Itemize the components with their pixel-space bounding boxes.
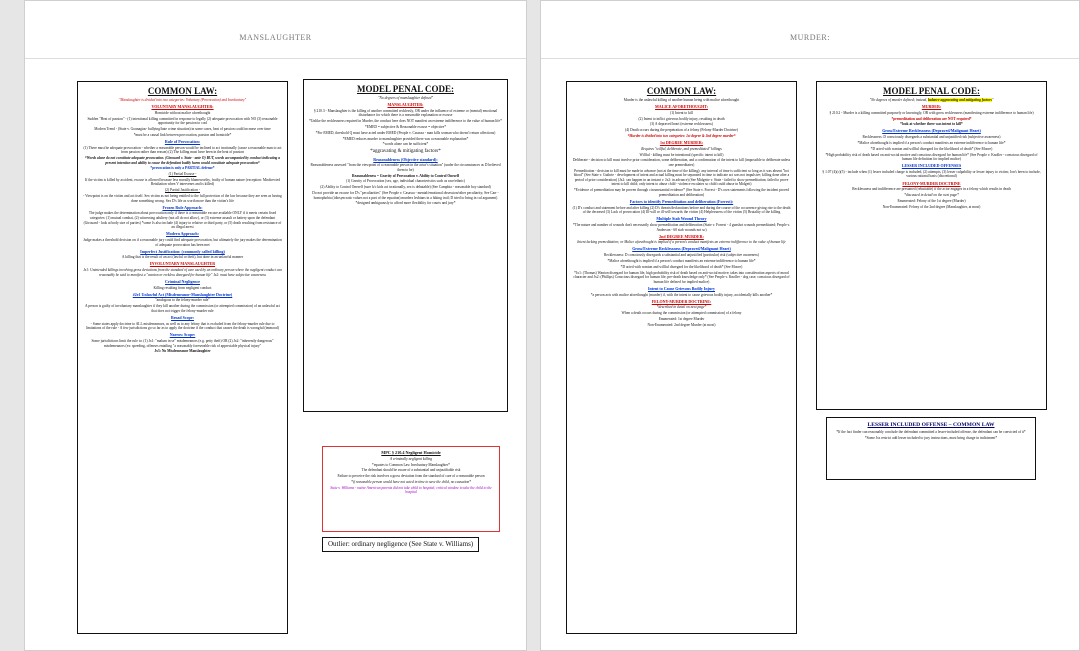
text: *described in detail on next page* — [656, 305, 707, 310]
text: Willful - killing must be intentional (specific intent to kill) — [639, 152, 724, 157]
text: § 210.3 - Manslaughter is the killing of another committed recklessly, OR under the influence of extreme or (mental) emotional disturbance for which there is a reasonable explanation or excuse — [313, 108, 498, 118]
text: *If the fact finder can reasonably conclude the defendant committed a lesser-included offense, the defendant can be convicted of it* — [836, 430, 1026, 435]
text: Recklessness: D consciously disregards a substantial and unjustified (particular) risk (subjective awareness) — [604, 253, 759, 258]
text: *look at whether there was intent to kill* — [900, 122, 963, 127]
text: Killing resulting from negligent conduct — [153, 285, 212, 290]
text: Enumerated: 1st degree Murder — [658, 316, 705, 321]
section-heading: Criminal Negligence — [165, 278, 200, 284]
text: *Unlike the recklessness required in Murder, the conduct here does NOT manifest an extreme indifference to the value of human life* — [309, 119, 502, 124]
section-heading: 2nd DEGREE MURDER: — [659, 233, 704, 239]
text: "analogous to the felony-murder rule" — [155, 298, 210, 303]
text: Recklessness and indifference are presumed (rebuttable) if the actor engages in a felony which results in death — [852, 187, 1011, 192]
text: (1) Intent to kill — [670, 110, 693, 115]
text: *a person acts with malice aforethought (murder) if, with the intent to cause grievous bodily injury, accidentally kills another* — [590, 292, 773, 297]
text: State v. Williams - native American parents did not take child to hospital; critical window to take the child to the hospital — [330, 485, 492, 495]
box-title: COMMON LAW: — [646, 86, 717, 96]
text: (1) Partial Excuse - — [168, 172, 197, 177]
text: *aggravating & mitigating factors* — [370, 149, 441, 155]
section-heading: Narrow Scope: — [169, 332, 196, 338]
text: *EMED reduces murder to manslaughter provided there was a reasonable explanation* — [342, 136, 469, 141]
section-heading: Multiple Stab Wound Theory — [656, 216, 707, 222]
intro-text — [822, 98, 1041, 103]
text: Intent lacking premeditation; or Malice aforethought is implied if a person's conduct manifests an extreme indifference to the value of human life — [577, 240, 786, 245]
box-title: COMMON LAW: — [147, 86, 218, 96]
text: *High probability risk of death based on anti-social motive and conscious disregard for human life* (See People v. Knoller - conscious disregard of human life definition for implied malice) — [825, 152, 1038, 162]
text: *designed ambiguously to afford more flexibility for courts and jury* — [355, 201, 456, 206]
document-page-murder — [540, 0, 1080, 651]
text: *The nature and number of wounds don't necessarily show premeditation and deliberation (State v. Forrest - 4 gunshot wounds premeditated; People v. Anderson - 60 stab wounds not so) — [572, 223, 791, 232]
lesser-included-box — [826, 417, 1036, 480]
section-heading: Imperfect Justification: (commonly called killing) — [140, 248, 225, 254]
text: *Evidence of premeditation may be proven through circumstantial evidence* (See State v. Forrest - D's own statements following the incident proved premeditation and deliberation) — [573, 188, 790, 197]
text: Some jurisdictions limit the rule to: (1) Jx1: "malum in se" misdemeanors (e.g. petty theft) OR (2) Jx2: "inherently dangerous" misdemeanors (ex: speeding, offenses entailing "a reasonably foreseeable risk of appreciable physical injury" — [91, 338, 274, 348]
text: Reasonableness = Gravity of Provocation v. Ability to Control Oneself — [352, 173, 459, 178]
text: (1) There must be adequate provocation - whether a reasonable person would be inclined to act irrationally (cause a reasonable man to act from passion rather than reason) (2) The killing must have been in the heat of passion — [83, 145, 282, 155]
text: (2) Partial Justification - — [164, 188, 201, 193]
text: Jx1: Unintended killings involving gross deviations from the standard of care used by an ordinary person where the negligent conduct can reasonably be said to manifest a "wanton or reckless disregard for human life" Jx2: must have subjective awareness — [83, 268, 282, 277]
text: Non-Enumerated: 2nd degree Murder (at most) — [647, 322, 716, 327]
intro-text-start: "No degrees of murder defined; instead, — [869, 98, 928, 102]
page-header: MANSLAUGHTER — [239, 33, 312, 42]
text: *must be a causal link between provocation, passion and homicide* — [133, 132, 232, 137]
text: § 1.07 (4)(c)(5) - include when (1) lesser included charge is included, (2) attempts, (3) lesser culpability or lesser injury to victim; Jon's been to include, various rational basis (discretional) — [822, 169, 1041, 179]
text: *Jx1: (Thomas) Wanton disregard for human life, high probability risk of death based on anti-social motive; takes into consideration aspects of moral character and Jx2: (Phillips) Conscious disregard for human life; pre-death knowledge only* (See People v. Knoller - dog case; conscious disregard of human life defined for implied malice) — [573, 270, 790, 284]
text: Non-Enumerated: Felony of the 2nd degree (Manslaughter, at most) — [882, 204, 981, 209]
section-heading: Intent to Cause Grievous Bodily Injury — [647, 285, 715, 291]
text: Reasonableness assessed "from the viewpoint of a reasonable person in the actor's situation" (under the circumstances as D believed them to be) — [310, 163, 501, 172]
text: (4) Death occurs during the perpetration of a felony (Felony-Murder Doctrine) — [625, 128, 738, 133]
section-heading: Rule of Provocation: — [164, 138, 201, 144]
text: *Some Jxs restrict add lesser included to jury instructions, must bring charge in indictment* — [864, 435, 998, 440]
text: When a death occurs during the commission (or attempted commission) of a felony — [621, 311, 742, 316]
common-law-box — [566, 81, 797, 634]
text: *words alone can be sufficient* — [382, 142, 429, 147]
text: Sudden "Heat of passion" - (1) intentional killing committed in response to legally (2) adequate provocation with NO (3) reasonable opportunity for the passion to cool — [87, 116, 278, 126]
text: Modern Trend - (State v. Gounagias- bullying/hate crime situation) in some cases, heat of passion could increase over time — [94, 126, 271, 131]
section-heading: Reasonableness (Objective standard): — [373, 156, 438, 162]
text: Jx3: No Misdemeanor Manslaughter — [154, 349, 211, 354]
section-heading: Gross/Extreme Recklessness (Depraved/Malignant Heart) — [632, 246, 731, 252]
text: *equates to Common Law Involuntary Manslaughter* — [372, 462, 450, 467]
intro-highlight: balance aggravating and mitigating factors — [928, 98, 992, 102]
text: (3) A depraved heart (extreme recklessness) — [650, 122, 713, 127]
text: (1) D's conduct and statement before and after killing (2) D's threats/declarations before and during the course of the occurrence giving rise to the death of the deceased (3) Lack of provocation (4) Ill-will or ill-will towards the victim (4) Helplessness of the victim (5) Brutality of the killing — [572, 205, 791, 215]
section-heading: Frozen Rule Approach: — [162, 204, 203, 210]
outlier-note: Outlier: ordinary negligence (See State v. Williams) — [322, 537, 479, 552]
text: A killing that is the result of an act (lawful or theft), but done in an unlawful manner — [121, 255, 244, 260]
text: A person is guilty of involuntary manslaughter if they kill another during the commission (or attempted commission) of an unlawful act that does not trigger the felony-murder rule — [84, 304, 281, 313]
intro-text: "Manslaughter is divided into two categories: Voluntary (Provocation) and Involuntary" — [118, 98, 247, 102]
text: *provocation is only a PARTIAL defense* — [150, 166, 215, 171]
section-heading: VOLUNTARY MANSLAUGHTER: — [151, 104, 214, 110]
text: (2) Intent to inflict grievous bodily injury, resulting in death — [638, 116, 725, 121]
text: *Malice aforethought is implied if a person's conduct manifests an extreme indifference to human life* — [607, 258, 756, 263]
page-header: MURDER: — [790, 33, 830, 42]
mpc-box — [816, 81, 1047, 410]
text: - Viewpoint is on the victim and act itself. Sex victim as not being entitled to the full protection of the law because they are seen as having done something wrong. Sex D's life as worth more than the victim's life — [83, 194, 282, 203]
text: The defendant should be aware of a substantial and unjustifiable risk — [361, 468, 461, 473]
box-title: MPC § 210.4 Negligent Homicide — [381, 450, 441, 455]
text: *For EMED, threshold Q must have acted under EMED (People v. Casassa - man kills woman who doesn't return affections) — [315, 130, 496, 135]
header-divider — [25, 58, 526, 59]
intro-text: "No degrees of manslaughter defined" — [378, 96, 433, 100]
text: The judge makes the determination about provocation only if there is a reasonable excuse available ONLY if it meets certain fixed categories: (1) mutual combat, (2) witnessing adultery (not all do not allow), or (3) extreme assault or battery upon the defendant (Girouard - look at body size of parties) *some Js also include (4) injury to relative or third party, or (5) death resulting from resistance of an illegal arrest — [83, 211, 282, 230]
box-title: MODEL PENAL CODE: — [882, 86, 980, 96]
intro-text-end: " — [991, 98, 994, 102]
text: *D acted with wanton and willful disregard for the likelihood of death* (See Moore) — [620, 264, 743, 269]
text: *Words alone do not constitute adequate provocation. (Girouard v. State - ante O) BUT, words accompanied by conduct indicating a present intention and ability to cause the defendant bodily harm would constitute adequate provocation* — [84, 155, 281, 165]
section-heading: INVOLUNTARY MANSLAUGHTER — [149, 261, 216, 267]
text: *D acted with wanton and willful disregard for the likelihood of death* (See Moore) — [870, 146, 993, 151]
section-heading: MALICE AFORETHOUGHT: — [655, 104, 708, 110]
text: Do not provide an excuse for D's "peculiarities" (See People v. Casassa - mental/emotional obsession/other peculiarity; See Carr - homophobia (idiosyncratic values not a part of the equation) murders lesbians in a hiking trail; D tried to bring in cul argument) — [312, 191, 499, 200]
section-heading: Modern Approach: — [166, 231, 199, 237]
text: *Murder is divided into two categories: 1st degree & 2nd degree murder* — [627, 133, 736, 138]
text: *if reasonable person would have not acted in time to save the child, no causation* — [351, 479, 471, 484]
document-page-manslaughter — [24, 0, 527, 651]
section-heading: MURDER: — [921, 104, 942, 110]
text: *premeditation and deliberation are NOT required* — [891, 116, 972, 121]
text: (2) Ability to Control Oneself (sure h/c kids act irrationally, sex is debatable) (See Campbia - reasonable boy standard) — [320, 185, 491, 190]
mpc-box — [303, 79, 508, 412]
text: *Malice aforethought is implied if a person's conduct manifests an extreme indifference to human life* — [857, 140, 1006, 145]
text: *EMED = subjective & Reasonable excuse = objective* — [365, 124, 446, 129]
section-heading: FELONY-MURDER DOCTRINE — [902, 180, 961, 186]
text: § 210.2 - Murder is a killing committed purposely or knowingly, OR with gross recklessness (manifesting extreme indifference to human life) — [829, 110, 1034, 115]
text: Homicide without malice aforethought — [154, 110, 211, 115]
text: Premeditation - decision to kill must be made in advance (not at the time of the killing); any interval of time is sufficient so long as it was absent "hot blood" (See State v. Guthrie - development of intent and actual killing must be separated in time to indicate act was not impulsive; killing done after a period of prior consideration) (Jx2: can happen in an instant v. Jx2: in advance) (See Midgette v. State - failed to show premeditation; failed to prove intent to kill child; only intent to abuse child - violence escalates so child could abuse in Midgett) — [573, 168, 790, 187]
text: Deliberate - decision to kill must involve prior consideration, some deliberation, and a confirmation of the intent to kill (impossible to deliberate unless one premeditates) — [572, 158, 791, 167]
section-heading: Broad Scope: — [171, 314, 194, 320]
text: If the victim is killed by accident, excuse is allowed because less morally blameworthy, frailty of human nature (exception: Misdirected Retaliation when V intervenes and is killed) — [84, 177, 281, 187]
text: Requires "willful, deliberate, and premeditated" killings — [641, 146, 722, 151]
section-heading: #2e1 Unlawful Act (Misdemeanor-Manslaughter Doctrine) — [132, 291, 233, 297]
section-heading: LESSER INCLUDED OFFENSES — [901, 163, 962, 169]
text: - Some states apply doctrine to ALL misdemeanors, as well as to any felony that is excluded from the felony-murder rule due to limitations of the rule - A few jurisdictions go so far as to apply the doctrine if the conduct that causes the death is wrongful (immoral) — [85, 321, 280, 331]
negligent-homicide-box — [322, 446, 500, 532]
text: A criminally negligent killing — [389, 456, 433, 461]
text: Recklessness: D consciously disregards a substantial and unjustified risk (subjective awareness) — [862, 135, 1001, 140]
text: Murder is the unlawful killing of another human being with malice aforethought — [623, 98, 740, 102]
text: Failure to perceive the risk involves a gross deviation from the standard of care of a reasonable person — [337, 474, 485, 479]
box-title: MODEL PENAL CODE: — [356, 84, 454, 94]
text: Judge makes a threshold decision on if a reasonable jury could find adequate provocation, but ultimately the jury makes the determination of adequate provocation has been met — [83, 237, 282, 247]
section-heading: MANSLAUGHTER: — [387, 102, 424, 108]
common-law-box — [77, 81, 288, 634]
section-heading: Gross/Extreme Recklessness (Depraved/Malignant Heart) — [882, 128, 981, 134]
text: (1) Gravity of Provocation (sex, age, individual characteristics such as race/ethnic) — [346, 179, 465, 184]
box-title: LESSER INCLUDED OFFENSE – COMMON LAW — [867, 422, 995, 428]
text: *discussed in detail on the next page* — [904, 193, 959, 198]
section-heading: Factors to identify Premeditation and deliberation (Forrest): — [629, 198, 734, 204]
text: Enumerated: Felony of the 1st degree (Murder) — [897, 198, 966, 203]
section-heading: FELONY-MURDER DOCTRINE: — [651, 298, 712, 304]
header-divider — [541, 58, 1079, 59]
section-heading: 1st DEGREE MURDER: — [659, 140, 704, 146]
